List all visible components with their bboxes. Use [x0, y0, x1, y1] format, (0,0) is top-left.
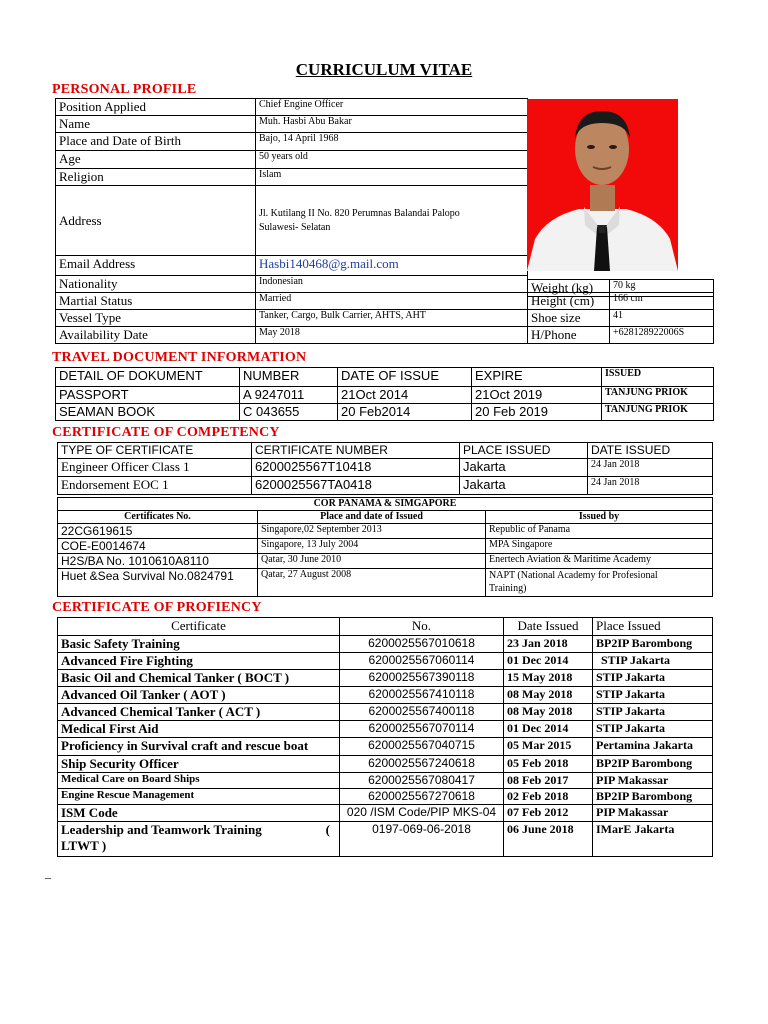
position-value: Chief Engine Officer [256, 99, 528, 116]
doc-number: A 9247011 [240, 387, 338, 404]
table-row [58, 704, 713, 721]
vessel-value: Tanker, Cargo, Bulk Carrier, AHTS, AHT [256, 310, 528, 327]
nationality-label: Nationality [56, 276, 256, 293]
birth-value: Bajo, 14 April 1968 [256, 133, 528, 151]
shoe-value: 41 [610, 310, 714, 327]
certificate-date: 07 Feb 2012 [504, 805, 593, 822]
certificate-place: STIP Jakarta [593, 687, 713, 704]
proficiency-header: Place Issued [593, 618, 713, 636]
competency-table [57, 442, 713, 495]
table-row [58, 554, 713, 569]
competency-header: PLACE ISSUED [460, 443, 588, 459]
certificate-number: 6200025567390118 [340, 670, 504, 687]
footer-mark: _ [45, 866, 51, 880]
table-row [58, 822, 713, 857]
proficiency-table [57, 617, 713, 857]
certificate-date: 05 Feb 2018 [504, 756, 593, 773]
cor-number: 22CG619615 [58, 524, 258, 539]
availability-value: May 2018 [256, 327, 528, 344]
name-label: Name [56, 116, 256, 133]
certificate-number: 0197-069-06-2018 [340, 822, 504, 857]
certificate-name-paren: ( [325, 822, 330, 837]
table-row [58, 459, 713, 477]
cor-number: H2S/BA No. 1010610A8110 [58, 554, 258, 569]
certificate-place: PIP Makassar [593, 805, 713, 822]
doc-issued: TANJUNG PRIOK [602, 404, 714, 421]
date-issued: 24 Jan 2018 [588, 459, 713, 477]
certificate-name-line2: LTWT ) [61, 838, 107, 853]
place-issued: Jakarta [460, 459, 588, 477]
age-label: Age [56, 151, 256, 169]
personal-profile-heading: PERSONAL PROFILE [52, 82, 197, 97]
certificate-name [58, 822, 340, 857]
cor-header: Issued by [486, 511, 713, 524]
certificate-date: 08 May 2018 [504, 687, 593, 704]
email-value[interactable]: Hasbi140468@g.mail.com [256, 256, 528, 276]
cor-number: COE-E0014674 [58, 539, 258, 554]
cor-title: COR PANAMA & SIMGAPORE [58, 498, 713, 511]
competency-heading: CERTIFICATE OF COMPETENCY [52, 425, 280, 440]
certificate-number: 6200025567270618 [340, 789, 504, 805]
table-row [58, 805, 713, 822]
competency-header: TYPE OF CERTIFICATE [58, 443, 252, 459]
weight-row [527, 279, 714, 297]
table-row [58, 670, 713, 687]
cor-header: Place and date of Issued [258, 511, 486, 524]
certificate-name: Basic Oil and Chemical Tanker ( BOCT ) [58, 670, 340, 687]
table-row [58, 756, 713, 773]
name-value: Muh. Hasbi Abu Bakar [256, 116, 528, 133]
weight-label: Weight (kg) [528, 280, 610, 297]
phone-label: H/Phone [528, 327, 610, 344]
doc-expire: 21Oct 2019 [472, 387, 602, 404]
date-issued: 24 Jan 2018 [588, 477, 713, 495]
doc-issue-date: 21Oct 2014 [338, 387, 472, 404]
table-row [58, 721, 713, 738]
certificate-name: ISM Code [58, 805, 340, 822]
certificate-date: 05 Mar 2015 [504, 738, 593, 756]
address-label: Address [56, 186, 256, 256]
cor-issued-by: MPA Singapore [486, 539, 713, 554]
height-label: Height (cm) [528, 293, 610, 310]
certificate-number: 6200025567410118 [340, 687, 504, 704]
table-row [58, 477, 713, 495]
doc-expire: 20 Feb 2019 [472, 404, 602, 421]
travel-header: EXPIRE [472, 368, 602, 387]
certificate-number: 6200025567010618 [340, 636, 504, 653]
phone-value: +628128922006S [610, 327, 714, 344]
place-issued: Jakarta [460, 477, 588, 495]
doc-issue-date: 20 Feb2014 [338, 404, 472, 421]
doc-type: SEAMAN BOOK [56, 404, 240, 421]
certificate-date: 06 June 2018 [504, 822, 593, 857]
certificate-name-line1: Leadership and Teamwork Training [61, 822, 262, 837]
doc-number: C 043655 [240, 404, 338, 421]
doc-type: PASSPORT [56, 387, 240, 404]
travel-header: DETAIL OF DOKUMENT [56, 368, 240, 387]
travel-table [55, 367, 714, 421]
cor-table [57, 497, 713, 597]
nationality-value: Indonesian [256, 276, 528, 293]
religion-value: Islam [256, 169, 528, 186]
certificate-number: 6200025567060114 [340, 653, 504, 670]
certificate-date: 15 May 2018 [504, 670, 593, 687]
table-row [56, 404, 714, 421]
certificate-place: STIP Jakarta [593, 721, 713, 738]
address-line2: Sulawesi- Selatan [259, 221, 331, 233]
certificate-number: 6200025567080417 [340, 773, 504, 789]
certificate-date: 08 May 2018 [504, 704, 593, 721]
table-row [58, 569, 713, 597]
table-row [58, 773, 713, 789]
vessel-label: Vessel Type [56, 310, 256, 327]
table-row [56, 387, 714, 404]
cor-number: Huet &Sea Survival No.0824791 [58, 569, 258, 597]
certificate-name: Proficiency in Survival craft and rescue boat [58, 738, 340, 756]
certificate-date: 23 Jan 2018 [504, 636, 593, 653]
certificate-type: Engineer Officer Class 1 [58, 459, 252, 477]
certificate-place: BP2IP Barombong [593, 789, 713, 805]
certificate-place: STIP Jakarta [593, 670, 713, 687]
birth-label: Place and Date of Birth [56, 133, 256, 151]
table-row [58, 738, 713, 756]
cor-place-date: Singapore,02 September 2013 [258, 524, 486, 539]
cor-issued-by: Republic of Panama [486, 524, 713, 539]
cor-issued-by: Enertech Aviation & Maritime Academy [486, 554, 713, 569]
doc-issued: TANJUNG PRIOK [602, 387, 714, 404]
certificate-name: Ship Security Officer [58, 756, 340, 773]
certificate-date: 08 Feb 2017 [504, 773, 593, 789]
certificate-place: IMarE Jakarta [593, 822, 713, 857]
age-value: 50 years old [256, 151, 528, 169]
certificate-date: 01 Dec 2014 [504, 653, 593, 670]
travel-header: ISSUED [602, 368, 714, 387]
certificate-place: Pertamina Jakarta [593, 738, 713, 756]
certificate-number: 6200025567070114 [340, 721, 504, 738]
table-row [58, 524, 713, 539]
certificate-place: BP2IP Barombong [593, 756, 713, 773]
table-row [58, 653, 713, 670]
certificate-name: Advanced Fire Fighting [58, 653, 340, 670]
profile-photo [527, 99, 678, 271]
certificate-number: 020 /ISM Code/PIP MKS-04 [340, 805, 504, 822]
document-title: CURRICULUM VITAE [295, 60, 473, 79]
proficiency-header: Date Issued [504, 618, 593, 636]
weight-value: 70 kg [610, 280, 714, 297]
cor-place-date: Qatar, 27 August 2008 [258, 569, 486, 597]
certificate-number: 6200025567400118 [340, 704, 504, 721]
certificate-name: Advanced Oil Tanker ( AOT ) [58, 687, 340, 704]
certificate-number: 6200025567240618 [340, 756, 504, 773]
certificate-number: 6200025567TA0418 [252, 477, 460, 495]
certificate-number: 6200025567040715 [340, 738, 504, 756]
table-row [58, 687, 713, 704]
competency-header: DATE ISSUED [588, 443, 713, 459]
certificate-name: Medical First Aid [58, 721, 340, 738]
cor-place-date: Qatar, 30 June 2010 [258, 554, 486, 569]
certificate-place: STIP Jakarta [593, 704, 713, 721]
competency-header: CERTIFICATE NUMBER [252, 443, 460, 459]
proficiency-header: No. [340, 618, 504, 636]
marital-label: Martial Status [56, 293, 256, 310]
table-row [58, 636, 713, 653]
height-value: 166 cm [610, 293, 714, 310]
certificate-date: 02 Feb 2018 [504, 789, 593, 805]
religion-label: Religion [56, 169, 256, 186]
proficiency-heading: CERTIFICATE OF PROFIENCY [52, 600, 262, 615]
table-row [58, 539, 713, 554]
travel-header: NUMBER [240, 368, 338, 387]
travel-header: DATE OF ISSUE [338, 368, 472, 387]
certificate-name: Medical Care on Board Ships [58, 773, 340, 789]
certificate-name: Advanced Chemical Tanker ( ACT ) [58, 704, 340, 721]
certificate-date: 01 Dec 2014 [504, 721, 593, 738]
table-row [58, 789, 713, 805]
cor-header: Certificates No. [58, 511, 258, 524]
email-label: Email Address [56, 256, 256, 276]
certificate-place: BP2IP Barombong [593, 636, 713, 653]
cor-issued-by: NAPT (National Academy for Profesional [489, 570, 658, 581]
proficiency-header: Certificate [58, 618, 340, 636]
certificate-name: Basic Safety Training [58, 636, 340, 653]
certificate-place: STIP Jakarta [593, 653, 713, 670]
address-line1: Jl. Kutilang II No. 820 Perumnas Balandai Palopo [259, 207, 460, 219]
certificate-place: PIP Makassar [593, 773, 713, 789]
availability-label: Availability Date [56, 327, 256, 344]
certificate-number: 6200025567T10418 [252, 459, 460, 477]
shoe-label: Shoe size [528, 310, 610, 327]
marital-value: Married [256, 293, 528, 310]
cor-place-date: Singapore, 13 July 2004 [258, 539, 486, 554]
certificate-type: Endorsement EOC 1 [58, 477, 252, 495]
certificate-name: Engine Rescue Management [58, 789, 340, 805]
cor-issued-by-line2: Training) [489, 583, 527, 594]
travel-heading: TRAVEL DOCUMENT INFORMATION [52, 350, 307, 365]
position-label: Position Applied [56, 99, 256, 116]
